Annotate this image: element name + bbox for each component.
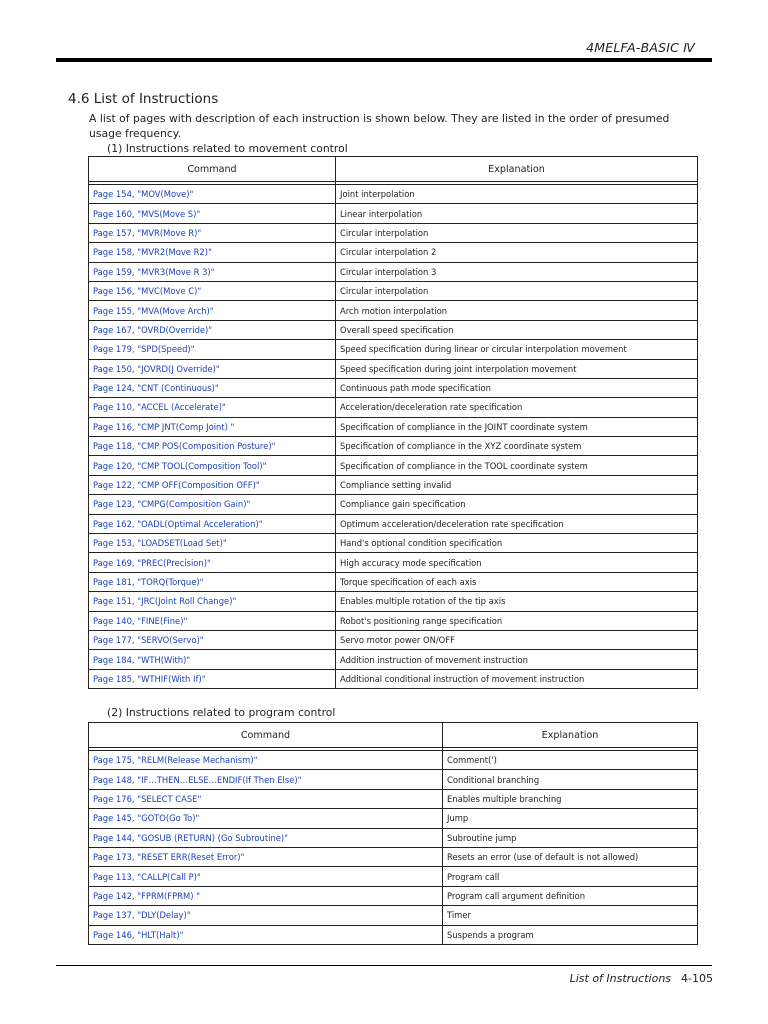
table-row xyxy=(89,867,698,886)
command-link[interactable]: Page 113, "CALLP(Call P)" xyxy=(89,867,443,886)
table-row xyxy=(89,398,698,417)
table-row xyxy=(89,185,698,204)
explanation-cell: Circular interpolation xyxy=(336,281,698,300)
explanation-cell: Conditional branching xyxy=(443,770,698,789)
command-link[interactable]: Page 110, "ACCEL (Accelerate)" xyxy=(89,398,336,417)
program-control-table xyxy=(88,722,698,945)
command-link[interactable]: Page 151, "JRC(Joint Roll Change)" xyxy=(89,592,336,611)
table1-caption: (1) Instructions related to movement control xyxy=(107,142,348,155)
table-row xyxy=(89,751,698,770)
table-row xyxy=(89,262,698,281)
command-link[interactable]: Page 159, "MVR3(Move R 3)" xyxy=(89,262,336,281)
explanation-cell: Compliance setting invalid xyxy=(336,475,698,494)
command-link[interactable]: Page 185, "WTHIF(With If)" xyxy=(89,669,336,688)
command-link[interactable]: Page 137, "DLY(Delay)" xyxy=(89,906,443,925)
command-link[interactable]: Page 144, "GOSUB (RETURN) (Go Subroutine)" xyxy=(89,828,443,847)
explanation-cell: Circular interpolation 2 xyxy=(336,243,698,262)
explanation-cell: Suspends a program xyxy=(443,925,698,944)
explanation-cell: Resets an error (use of default is not allowed) xyxy=(443,847,698,866)
explanation-cell: Linear interpolation xyxy=(336,204,698,223)
command-link[interactable]: Page 175, "RELM(Release Mechanism)" xyxy=(89,751,443,770)
table-row xyxy=(89,906,698,925)
explanation-cell: Comment(') xyxy=(443,751,698,770)
header-rule xyxy=(56,58,712,62)
explanation-cell: Addition instruction of movement instruction xyxy=(336,650,698,669)
command-link[interactable]: Page 157, "MVR(Move R)" xyxy=(89,223,336,242)
explanation-cell: Torque specification of each axis xyxy=(336,572,698,591)
explanation-cell: Speed specification during joint interpolation movement xyxy=(336,359,698,378)
explanation-cell: Program call argument definition xyxy=(443,886,698,905)
movement-control-table xyxy=(88,156,698,689)
command-link[interactable]: Page 140, "FINE(Fine)" xyxy=(89,611,336,630)
command-link[interactable]: Page 169, "PREC(Precision)" xyxy=(89,553,336,572)
command-link[interactable]: Page 148, "IF…THEN…ELSE…ENDIF(If Then Else)" xyxy=(89,770,443,789)
explanation-cell: Specification of compliance in the JOINT coordinate system xyxy=(336,417,698,436)
table-row xyxy=(89,456,698,475)
column-header-explanation: Explanation xyxy=(443,723,698,748)
explanation-cell: Enables multiple branching xyxy=(443,789,698,808)
command-link[interactable]: Page 154, "MOV(Move)" xyxy=(89,185,336,204)
command-link[interactable]: Page 156, "MVC(Move C)" xyxy=(89,281,336,300)
command-link[interactable]: Page 179, "SPD(Speed)" xyxy=(89,340,336,359)
column-header-command: Command xyxy=(89,723,443,748)
command-link[interactable]: Page 118, "CMP POS(Composition Posture)" xyxy=(89,437,336,456)
explanation-cell: Enables multiple rotation of the tip axis xyxy=(336,592,698,611)
intro-paragraph: A list of pages with description of each instruction is shown below. They are listed in the order of presumed usage frequency. xyxy=(89,112,670,140)
table-row xyxy=(89,847,698,866)
command-link[interactable]: Page 158, "MVR2(Move R2)" xyxy=(89,243,336,262)
explanation-cell: Additional conditional instruction of movement instruction xyxy=(336,669,698,688)
command-link[interactable]: Page 123, "CMPG(Composition Gain)" xyxy=(89,495,336,514)
footer-rule xyxy=(56,965,712,966)
explanation-cell: Jump xyxy=(443,809,698,828)
explanation-cell: Arch motion interpolation xyxy=(336,301,698,320)
table-row xyxy=(89,534,698,553)
command-link[interactable]: Page 176, "SELECT CASE" xyxy=(89,789,443,808)
table-row xyxy=(89,514,698,533)
table-row xyxy=(89,301,698,320)
table-row xyxy=(89,770,698,789)
table-row xyxy=(89,669,698,688)
explanation-cell: Servo motor power ON/OFF xyxy=(336,630,698,649)
command-link[interactable]: Page 181, "TORQ(Torque)" xyxy=(89,572,336,591)
table-row xyxy=(89,359,698,378)
explanation-cell: Specification of compliance in the XYZ coordinate system xyxy=(336,437,698,456)
table-row xyxy=(89,789,698,808)
command-link[interactable]: Page 167, "OVRD(Override)" xyxy=(89,320,336,339)
table-row xyxy=(89,553,698,572)
command-link[interactable]: Page 177, "SERVO(Servo)" xyxy=(89,630,336,649)
explanation-cell: Circular interpolation xyxy=(336,223,698,242)
explanation-cell: Program call xyxy=(443,867,698,886)
table-row xyxy=(89,475,698,494)
column-header-explanation: Explanation xyxy=(336,157,698,182)
explanation-cell: Subroutine jump xyxy=(443,828,698,847)
command-link[interactable]: Page 120, "CMP TOOL(Composition Tool)" xyxy=(89,456,336,475)
explanation-cell: Circular interpolation 3 xyxy=(336,262,698,281)
command-link[interactable]: Page 146, "HLT(Halt)" xyxy=(89,925,443,944)
table-row xyxy=(89,611,698,630)
explanation-cell: Optimum acceleration/deceleration rate specification xyxy=(336,514,698,533)
command-link[interactable]: Page 142, "FPRM(FPRM) " xyxy=(89,886,443,905)
explanation-cell: Joint interpolation xyxy=(336,185,698,204)
page-footer xyxy=(570,972,713,985)
command-link[interactable]: Page 162, "OADL(Optimal Acceleration)" xyxy=(89,514,336,533)
command-link[interactable]: Page 173, "RESET ERR(Reset Error)" xyxy=(89,847,443,866)
command-link[interactable]: Page 155, "MVA(Move Arch)" xyxy=(89,301,336,320)
page-number: 4-105 xyxy=(681,972,713,985)
explanation-cell: Compliance gain specification xyxy=(336,495,698,514)
table-row xyxy=(89,204,698,223)
explanation-cell: Overall speed specification xyxy=(336,320,698,339)
command-link[interactable]: Page 153, "LOADSET(Load Set)" xyxy=(89,534,336,553)
table-row xyxy=(89,828,698,847)
table2-caption: (2) Instructions related to program control xyxy=(107,706,336,719)
explanation-cell: Continuous path mode specification xyxy=(336,378,698,397)
running-header: 4MELFA-BASIC Ⅳ xyxy=(586,40,695,55)
command-link[interactable]: Page 150, "JOVRD(J Override)" xyxy=(89,359,336,378)
table-row xyxy=(89,630,698,649)
explanation-cell: Specification of compliance in the TOOL coordinate system xyxy=(336,456,698,475)
explanation-cell: High accuracy mode specification xyxy=(336,553,698,572)
command-link[interactable]: Page 145, "GOTO(Go To)" xyxy=(89,809,443,828)
table-row xyxy=(89,495,698,514)
section-heading: 4.6 List of Instructions xyxy=(68,91,219,107)
table-row xyxy=(89,437,698,456)
table-row xyxy=(89,223,698,242)
footer-title: List of Instructions xyxy=(569,972,672,985)
table-row xyxy=(89,572,698,591)
command-link[interactable]: Page 124, "CNT (Continuous)" xyxy=(89,378,336,397)
table-row xyxy=(89,886,698,905)
explanation-cell: Speed specification during linear or circular interpolation movement xyxy=(336,340,698,359)
explanation-cell: Hand's optional condition specification xyxy=(336,534,698,553)
explanation-cell: Robot's positioning range specification xyxy=(336,611,698,630)
table-row xyxy=(89,378,698,397)
column-header-command: Command xyxy=(89,157,336,182)
command-link[interactable]: Page 116, "CMP JNT(Comp Joint) " xyxy=(89,417,336,436)
command-link[interactable]: Page 184, "WTH(With)" xyxy=(89,650,336,669)
table-row xyxy=(89,320,698,339)
table-row xyxy=(89,281,698,300)
table-row xyxy=(89,417,698,436)
table-row xyxy=(89,925,698,944)
table-row xyxy=(89,809,698,828)
table-row xyxy=(89,592,698,611)
table-row xyxy=(89,650,698,669)
explanation-cell: Acceleration/deceleration rate specification xyxy=(336,398,698,417)
command-link[interactable]: Page 122, "CMP OFF(Composition OFF)" xyxy=(89,475,336,494)
explanation-cell: Timer xyxy=(443,906,698,925)
command-link[interactable]: Page 160, "MVS(Move S)" xyxy=(89,204,336,223)
table-row xyxy=(89,340,698,359)
table-row xyxy=(89,243,698,262)
